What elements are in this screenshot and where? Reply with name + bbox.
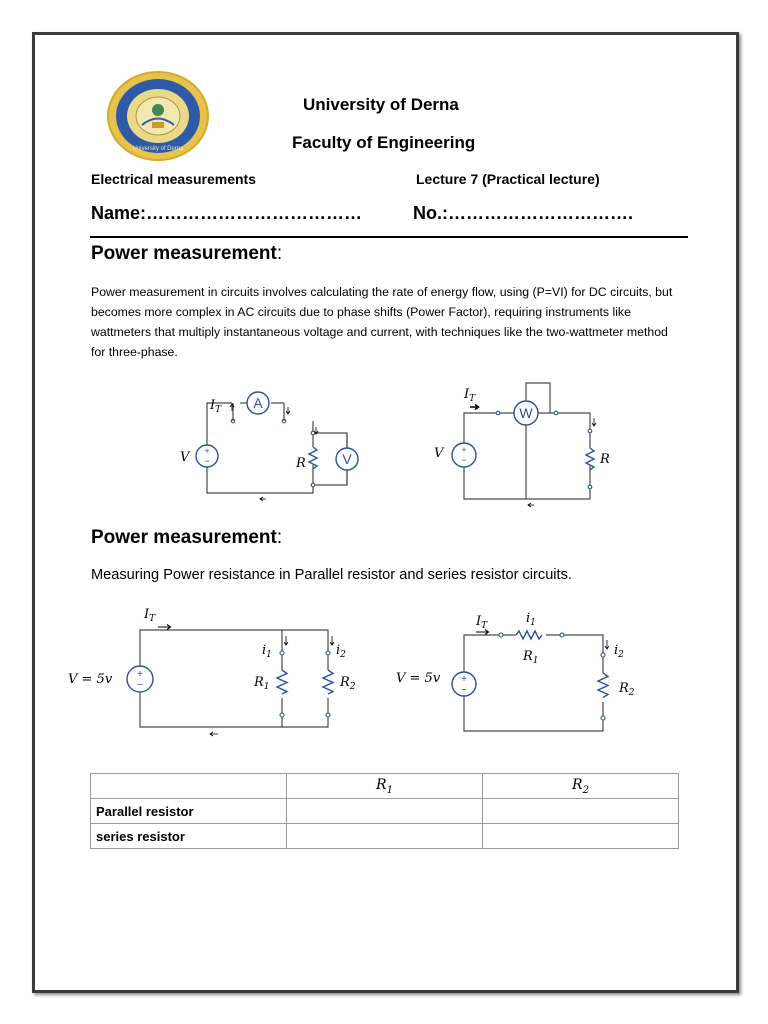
wattmeter-label: W: [519, 405, 533, 421]
svg-text:−: −: [461, 685, 467, 696]
resistor-label-c2: R: [600, 452, 610, 467]
section2-heading-colon: :: [276, 527, 283, 548]
svg-text:+: +: [461, 445, 467, 455]
section2-heading: [91, 527, 282, 549]
source-label-c1: V: [180, 450, 190, 465]
section1-heading-text: Power measurement: [91, 243, 277, 264]
ammeter-label: A: [253, 395, 263, 411]
current-i2-label-c3: $i_2$: [336, 643, 346, 660]
svg-text:−: −: [204, 456, 210, 466]
svg-text:+: +: [137, 669, 143, 680]
cell-parallel-r2[interactable]: [483, 799, 679, 824]
circuit-series: [396, 610, 656, 740]
university-name: University of Derna: [303, 95, 459, 114]
table-header-blank: [91, 774, 287, 799]
name-field[interactable]: Name:………………………………: [91, 203, 363, 223]
r1-label-c4: $R_1$: [523, 649, 539, 666]
row-label-series: series resistor: [91, 824, 287, 849]
university-logo: [104, 70, 212, 162]
logo-text: University of Derna: [132, 146, 184, 152]
resistor-r2-c3: [323, 670, 333, 694]
svg-text:−: −: [461, 455, 467, 465]
table-header-row: [91, 774, 679, 799]
course-title: Electrical measurements: [91, 171, 256, 187]
table-header-r2: $R_2$: [483, 774, 679, 799]
resistor-r2-c4: [598, 673, 608, 698]
resistor-r1-c4: [516, 631, 542, 639]
section2-heading-text: Power measurement: [91, 527, 277, 548]
current-label-c2: $I_T$: [464, 387, 476, 404]
current-i1-label-c3: $i_1$: [262, 643, 272, 660]
resistor-label-c1: R: [296, 456, 306, 471]
current-i1-label-c4: $i_1$: [526, 611, 536, 628]
voltmeter-label: V: [342, 451, 352, 467]
r2-label-c4: $R_2$: [619, 681, 635, 698]
resistor-r1-c3: [277, 670, 287, 694]
circuit-ammeter-voltmeter: [170, 385, 370, 515]
cell-series-r1[interactable]: [287, 824, 483, 849]
circuit-parallel: [66, 600, 366, 750]
source-label-c2: V: [434, 446, 444, 461]
section1-paragraph: Power measurement in circuits involves calculating the rate of energy flow, using (P=VI) for DC circuits, but becomes more complex in AC circuits due to phase shifts (Power Factor), requiring instruments like wattmeters that multiply instantaneous voltage and current, with techniques like the two-wattmeter method for three-phase.: [91, 285, 673, 359]
section1-heading-colon: :: [276, 243, 283, 264]
r1-label-c3: $R_1$: [254, 675, 270, 692]
current-label-c4: $I_T$: [476, 614, 488, 631]
header-divider: [90, 236, 688, 238]
cell-series-r2[interactable]: [483, 824, 679, 849]
number-field[interactable]: No.:………………………….: [413, 203, 633, 223]
table-header-r1: $R_1$: [287, 774, 483, 799]
table-row: [91, 824, 679, 849]
source-label-c4: V = 5v: [396, 671, 441, 686]
svg-text:−: −: [137, 680, 143, 691]
source-label-c3: V = 5v: [68, 672, 113, 687]
current-label-c1: $I_T$: [210, 398, 222, 415]
section1-heading: [91, 243, 282, 265]
cell-parallel-r1[interactable]: [287, 799, 483, 824]
circuit-wattmeter: [430, 378, 630, 518]
table-row: [91, 799, 679, 824]
faculty-name: Faculty of Engineering: [292, 133, 476, 152]
current-label-c3: $I_T$: [144, 607, 156, 624]
lecture-title: Lecture 7 (Practical lecture): [416, 171, 600, 187]
svg-text:+: +: [461, 674, 467, 685]
svg-text:+: +: [204, 446, 210, 456]
current-i2-label-c4: $i_2$: [614, 643, 624, 660]
row-label-parallel: Parallel resistor: [91, 799, 287, 824]
section2-subtitle: Measuring Power resistance in Parallel resistor and series resistor circuits.: [91, 567, 572, 583]
r2-label-c3: $R_2$: [340, 675, 356, 692]
results-table: [90, 773, 679, 849]
